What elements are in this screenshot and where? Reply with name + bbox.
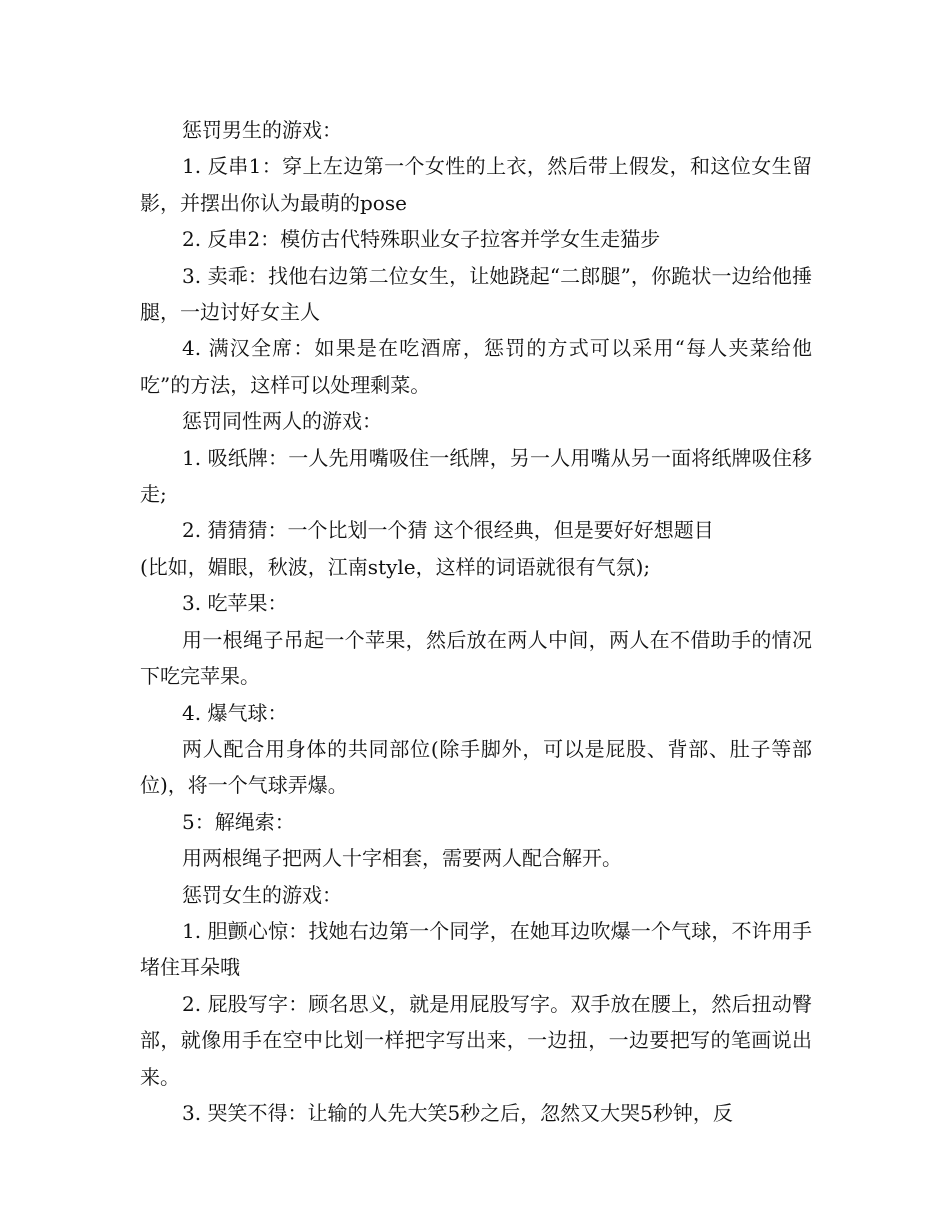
list-item-boys-3: 3. 卖乖：找他右边第二位女生，让她跷起“二郎腿”，你跪状一边给他捶腿，一边讨好女主人 [140, 263, 812, 325]
list-item-pair-5-title: 5：解绳索： [182, 809, 295, 834]
list-item-pair-2: 2. 猜猜猜：一个比划一个猜 这个很经典，但是要好好想题目 [182, 518, 714, 543]
document-body [140, 112, 812, 1131]
list-item-boys-2: 2. 反串2：模仿古代特殊职业女子拉客并学女生走猫步 [182, 227, 661, 252]
list-item-pair-4-title: 4. 爆气球： [182, 700, 288, 725]
list-item-boys-1: 1. 反串1：穿上左边第一个女性的上衣，然后带上假发，和这位女生留影，并摆出你认为最萌的pose [140, 154, 812, 215]
heading-girls-punishment: 惩罚女生的游戏： [182, 882, 342, 907]
list-item-girls-2: 2. 屁股写字：顾名思义，就是用屁股写字。双手放在腰上，然后扭动臀部，就像用手在空中比划一样把字写出来，一边扭，一边要把写的笔画说出来。 [140, 991, 812, 1089]
heading-boys-punishment: 惩罚男生的游戏： [182, 118, 342, 142]
list-item-pair-4-body: 两人配合用身体的共同部位(除手脚外，可以是屁股、背部、肚子等部位)，将一个气球弄爆。 [140, 736, 812, 798]
list-item-boys-4: 4. 满汉全席：如果是在吃酒席，惩罚的方式可以采用“每人夹菜给他吃”的方法，这样可以处理剩菜。 [140, 336, 812, 397]
list-item-pair-3-title: 3. 吃苹果： [182, 591, 288, 616]
heading-same-sex-pair: 惩罚同性两人的游戏： [182, 409, 382, 434]
list-item-girls-3: 3. 哭笑不得：让输的人先大笑5秒之后，忽然又大哭5秒钟，反 [182, 1100, 733, 1125]
list-item-pair-2-note: (比如，媚眼，秋波，江南style，这样的词语就很有气氛); [140, 554, 651, 579]
list-item-pair-3-body: 用一根绳子吊起一个苹果，然后放在两人中间，两人在不借助手的情况下吃完苹果。 [140, 627, 812, 689]
list-item-girls-1: 1. 胆颤心惊：找她右边第一个同学，在她耳边吹爆一个气球，不许用手堵住耳朵哦 [140, 918, 812, 980]
list-item-pair-1: 1. 吸纸牌：一人先用嘴吸住一纸牌，另一人用嘴从另一面将纸牌吸住移走; [140, 445, 812, 507]
list-item-pair-5-body: 用两根绳子把两人十字相套，需要两人配合解开。 [182, 846, 622, 871]
